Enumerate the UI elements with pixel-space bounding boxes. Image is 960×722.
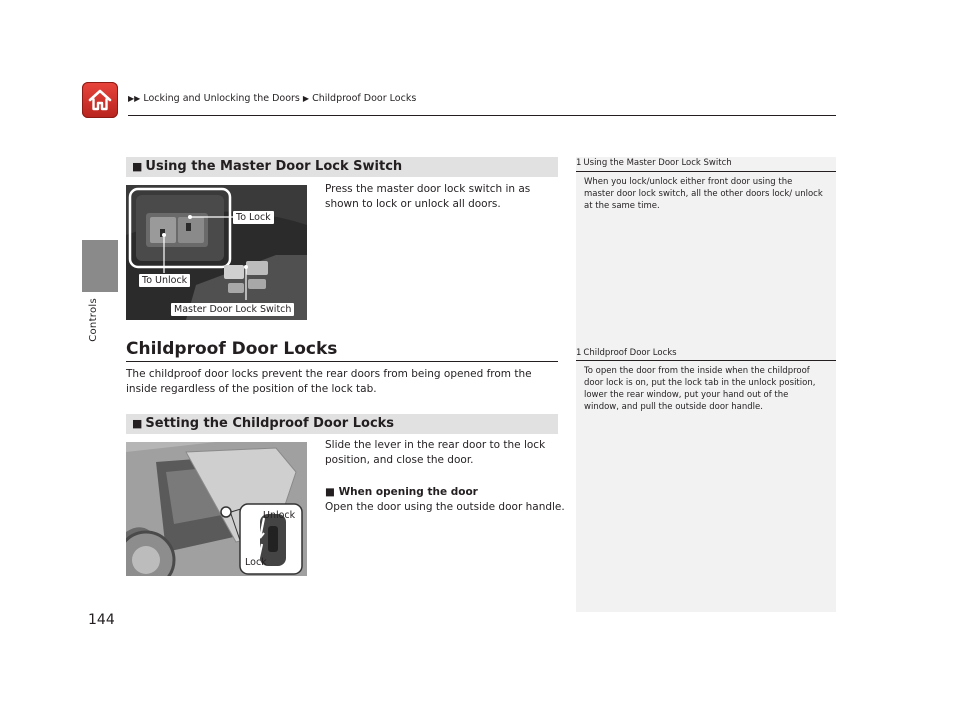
- section-bar-setting-childproof: [126, 414, 558, 434]
- childproof-intro: The childproof door locks prevent the rear doors from being opened from the inside regardless of the position of the lock tab.: [126, 368, 532, 395]
- breadcrumb-item-childproof[interactable]: Childproof Door Locks: [312, 93, 417, 104]
- section-title: Setting the Childproof Door Locks: [145, 416, 395, 431]
- master-switch-instruction: Press the master door lock switch in as shown to lock or unlock all doors.: [325, 183, 531, 210]
- childproof-lock-image: [126, 442, 307, 576]
- home-icon: [82, 82, 118, 118]
- page-number: 144: [88, 612, 115, 628]
- when-opening-instruction: Open the door using the outside door handle.: [325, 501, 565, 513]
- section-tab: [82, 240, 118, 292]
- note-ref-icon: 1: [576, 158, 582, 168]
- callout-unlock: Unlock: [263, 510, 296, 521]
- heading-divider: [126, 361, 558, 362]
- square-bullet-icon: ■: [325, 486, 335, 498]
- home-button[interactable]: [82, 82, 118, 118]
- note-divider: [576, 360, 836, 361]
- setting-instruction: Slide the lever in the rear door to the lock position, and close the door.: [325, 439, 546, 466]
- square-bullet-icon: ■: [132, 417, 143, 430]
- breadcrumb-item-locking[interactable]: Locking and Unlocking the Doors: [143, 93, 300, 104]
- callout-master-switch: Master Door Lock Switch: [171, 303, 294, 316]
- note-title-master-switch[interactable]: 1 Using the Master Door Lock Switch: [576, 158, 732, 168]
- note-title-childproof[interactable]: 1 Childproof Door Locks: [576, 348, 677, 358]
- callout-lock: Lock: [245, 557, 267, 568]
- subheading-when-opening: ■ When opening the door: [325, 486, 478, 498]
- note-body-childproof: To open the door from the inside when the childproof door lock is on, put the lock tab in the unlock position, lower the rear window, put your hand out of the window, and pull the outside door handle.: [584, 366, 816, 412]
- section-title: Using the Master Door Lock Switch: [145, 159, 403, 174]
- callout-to-lock: To Lock: [233, 211, 274, 224]
- page-heading-childproof: Childproof Door Locks: [126, 339, 338, 359]
- master-switch-image: [126, 185, 307, 320]
- section-tab-label: Controls: [88, 298, 99, 342]
- section-bar-master-switch: [126, 157, 558, 177]
- breadcrumb-arrow-icon: ▶: [302, 94, 310, 103]
- breadcrumb-arrow-icon: ▶▶: [128, 94, 141, 103]
- note-divider: [576, 171, 836, 172]
- breadcrumb: [128, 93, 416, 104]
- header-divider: [128, 115, 836, 116]
- note-body-master-switch: When you lock/unlock either front door using the master door lock switch, all the other doors lock/ unlock at the same time.: [584, 177, 823, 211]
- note-ref-icon: 1: [576, 348, 582, 358]
- callout-to-unlock: To Unlock: [139, 274, 190, 287]
- door-panel-illustration: [126, 185, 307, 320]
- square-bullet-icon: ■: [132, 160, 143, 173]
